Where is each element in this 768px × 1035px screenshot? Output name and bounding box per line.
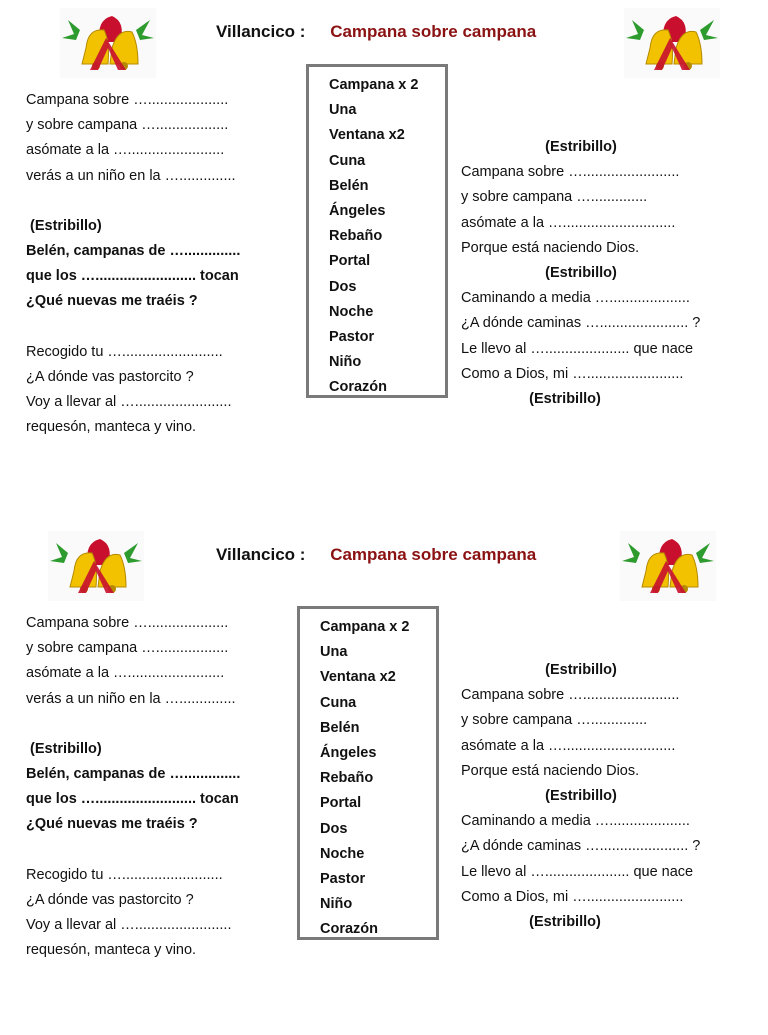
word-bank-item: Belén: [320, 719, 360, 736]
word-bank-item: Rebaño: [320, 770, 374, 787]
word-bank-item: Cuna: [329, 152, 366, 169]
chorus-heading: (Estribillo): [545, 788, 617, 805]
christmas-bells-icon: [620, 531, 716, 601]
lyrics-right-column: [461, 135, 721, 412]
song-title: Campana sobre campana: [330, 22, 537, 41]
lyrics-right-column: [461, 658, 721, 935]
lyrics-left-column: [26, 88, 240, 440]
chorus-heading: (Estribillo): [30, 217, 102, 234]
word-bank-item: Campana x 2: [320, 619, 410, 635]
lyric-line: Voy a llevar al …........................: [26, 394, 232, 411]
word-bank-item: Noche: [329, 303, 374, 320]
word-bank-item: Ángeles: [320, 745, 377, 762]
word-bank-item: Pastor: [329, 329, 375, 346]
lyric-line: Campana sobre …........................: [461, 164, 680, 181]
lyric-line: Caminando a media …....................: [461, 813, 690, 830]
word-bank-item: Una: [329, 102, 357, 119]
lyric-line: ¿A dónde vas pastorcito ?: [26, 368, 194, 385]
worksheet-copy-1: [0, 0, 768, 512]
word-bank-item: Belén: [329, 177, 369, 194]
word-bank-item: Noche: [320, 845, 365, 862]
lyric-line: Recogido tu ….........................: [26, 866, 223, 883]
lyric-line: Belén, campanas de …..............: [26, 243, 241, 260]
chorus-heading: (Estribillo): [545, 265, 617, 282]
lyric-line: ¿A dónde caminas …...................... ?: [461, 838, 701, 855]
chorus-heading: (Estribillo): [545, 662, 617, 678]
word-bank: [297, 606, 439, 940]
lyric-line: que los …......................... tocan: [26, 791, 239, 808]
lyric-line: Campana sobre …........................: [461, 687, 680, 704]
lyric-line: asómate a la …............................: [461, 737, 676, 754]
lyric-line: Belén, campanas de …..............: [26, 766, 241, 783]
lyric-line: Voy a llevar al …........................: [26, 917, 232, 934]
lyric-line: verás a un niño en la …..............: [26, 167, 236, 184]
chorus-heading: (Estribillo): [30, 740, 102, 757]
word-bank-item: Corazón: [320, 921, 378, 938]
lyric-line: y sobre campana …..............: [461, 189, 648, 206]
lyric-line: Como a Dios, mi …........................: [461, 888, 684, 905]
title-label: Villancico :: [216, 22, 306, 41]
lyric-line: y sobre campana …..................: [26, 117, 229, 134]
word-bank-item: Portal: [329, 253, 371, 270]
lyric-line: ¿Qué nuevas me traéis ?: [26, 816, 198, 833]
word-bank-item: Niño: [320, 896, 353, 913]
word-bank: [306, 64, 448, 398]
worksheet-copy-2: [0, 523, 768, 1035]
lyric-line: Campana sobre …....................: [26, 615, 229, 631]
worksheet-title: [216, 545, 536, 565]
lyric-line: asómate a la …............................: [461, 214, 676, 231]
christmas-bells-icon: [624, 8, 720, 78]
lyrics-left-column: [26, 611, 240, 963]
word-bank-item: Pastor: [320, 871, 366, 888]
word-bank-item: Una: [320, 644, 348, 661]
song-title: Campana sobre campana: [330, 545, 537, 564]
lyric-line: Porque está naciendo Dios.: [461, 239, 640, 256]
word-bank-item: Ventana x2: [320, 669, 396, 686]
word-bank-item: Dos: [329, 278, 357, 295]
christmas-bells-icon: [48, 531, 144, 601]
word-bank-item: Corazón: [329, 379, 387, 396]
chorus-heading: (Estribillo): [529, 391, 601, 408]
lyric-line: Recogido tu ….........................: [26, 343, 223, 360]
lyric-line: requesón, manteca y vino.: [26, 419, 197, 436]
lyric-line: ¿A dónde vas pastorcito ?: [26, 891, 194, 908]
lyric-line: Le llevo al …..................... que nace: [461, 340, 694, 357]
word-bank-item: Rebaño: [329, 228, 383, 245]
lyric-line: asómate a la …........................: [26, 665, 225, 682]
lyric-line: Como a Dios, mi …........................: [461, 365, 684, 382]
lyric-line: Caminando a media …....................: [461, 290, 690, 307]
word-bank-item: Ángeles: [329, 203, 386, 220]
word-bank-item: Campana x 2: [329, 77, 419, 93]
lyric-line: requesón, manteca y vino.: [26, 942, 197, 959]
lyric-line: y sobre campana …..............: [461, 712, 648, 729]
word-bank-item: Portal: [320, 795, 362, 812]
word-bank-item: Cuna: [320, 694, 357, 711]
lyric-line: verás a un niño en la …..............: [26, 690, 236, 707]
lyric-line: Porque está naciendo Dios.: [461, 762, 640, 779]
word-bank-item: Dos: [320, 820, 348, 837]
lyric-line: asómate a la …........................: [26, 142, 225, 159]
lyric-line: y sobre campana …..................: [26, 640, 229, 657]
chorus-heading: (Estribillo): [529, 914, 601, 931]
lyric-line: ¿A dónde caminas …...................... ?: [461, 315, 701, 332]
lyric-line: que los …......................... tocan: [26, 268, 239, 285]
chorus-heading: (Estribillo): [545, 139, 617, 155]
lyric-line: Le llevo al …..................... que nace: [461, 863, 694, 880]
title-label: Villancico :: [216, 545, 306, 564]
word-bank-item: Niño: [329, 354, 362, 371]
lyric-line: ¿Qué nuevas me traéis ?: [26, 293, 198, 310]
christmas-bells-icon: [60, 8, 156, 78]
word-bank-item: Ventana x2: [329, 127, 405, 144]
worksheet-title: [216, 22, 536, 42]
lyric-line: Campana sobre …....................: [26, 92, 229, 108]
